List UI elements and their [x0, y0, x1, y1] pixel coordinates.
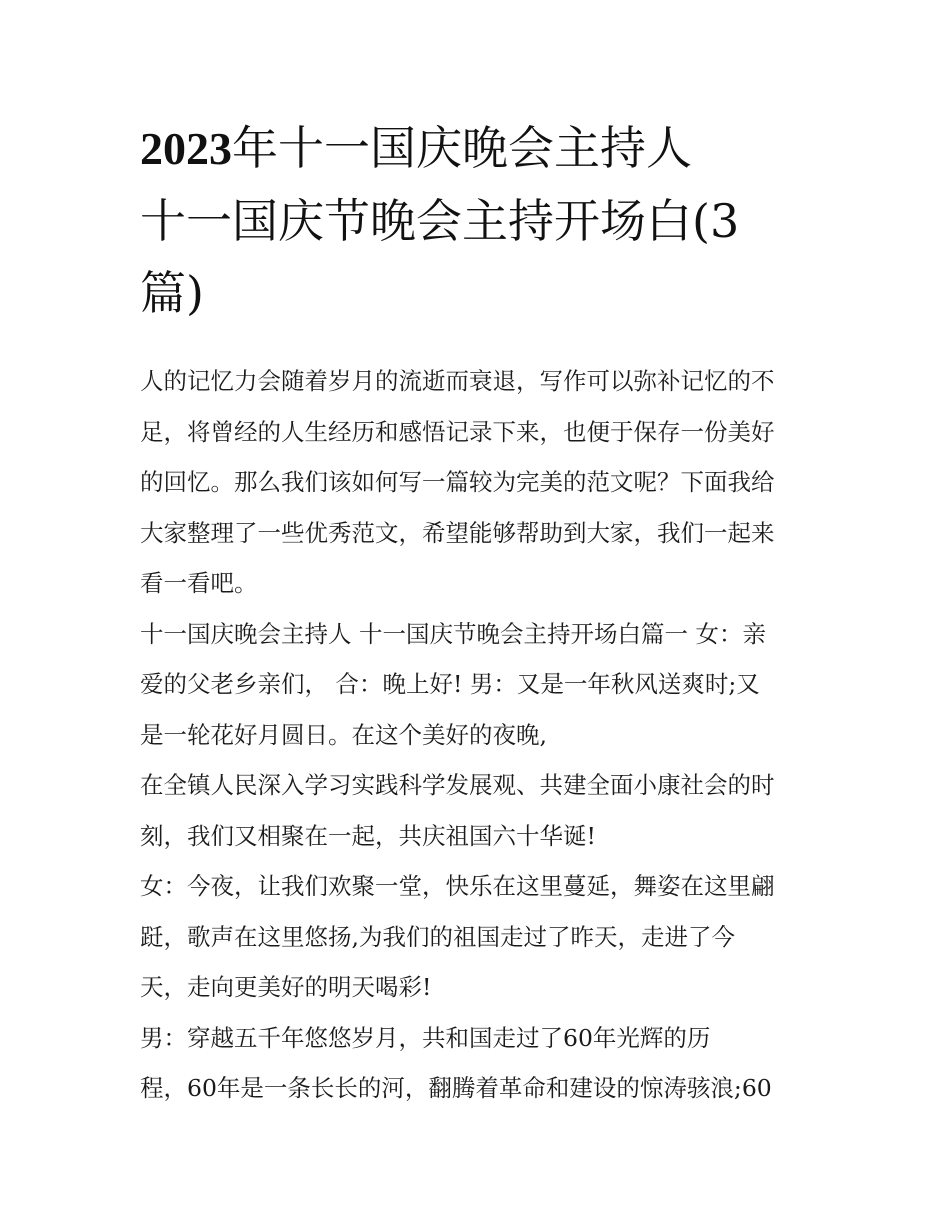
document-body [140, 356, 820, 1114]
body-line: 程，60年是一条长长的河，翻腾着革命和建设的惊涛骇浪;60 [140, 1074, 772, 1102]
body-line: 人的记忆力会随着岁月的流逝而衰退，写作可以弥补记忆的不 [140, 367, 775, 395]
body-line: 在全镇人民深入学习实践科学发展观、共建全面小康社会的时 [140, 771, 775, 799]
title-line-3: 篇) [140, 266, 204, 320]
body-line: 大家整理了一些优秀范文，希望能够帮助到大家，我们一起来 [140, 518, 775, 547]
body-line: 男：穿越五千年悠悠岁月，共和国走过了60年光辉的历 [140, 1023, 711, 1052]
title-line-2: 十一国庆节晚会主持开场白(3 [140, 194, 740, 248]
body-line: 刻，我们又相聚在一起，共庆祖国六十华诞! [140, 821, 596, 850]
body-line: 十一国庆晚会主持人 十一国庆节晚会主持开场白篇一 女：亲 [140, 619, 766, 648]
body-line: 是一轮花好月圆日。在这个美好的夜晚, [140, 720, 547, 749]
body-line: 爱的父老乡亲们， 合：晚上好! 男：又是一年秋风送爽时;又 [140, 670, 760, 698]
body-line: 天，走向更美好的明天喝彩! [140, 973, 432, 1001]
title-line-1 [140, 112, 820, 185]
title-line-1-text: 年十一国庆晚会主持人 [232, 121, 692, 175]
title-year: 2023 [140, 123, 232, 174]
body-line: 看一看吧。 [140, 569, 258, 597]
body-line: 的回忆。那么我们该如何写一篇较为完美的范文呢？下面我给 [140, 468, 775, 496]
body-line: 跹，歌声在这里悠扬,为我们的祖国走过了昨天，走进了今 [140, 922, 735, 951]
document-title [140, 112, 820, 329]
body-line: 足，将曾经的人生经历和感悟记录下来，也便于保存一份美好 [140, 417, 775, 446]
body-line: 女：今夜，让我们欢聚一堂，快乐在这里蔓延，舞姿在这里翩 [140, 872, 775, 900]
